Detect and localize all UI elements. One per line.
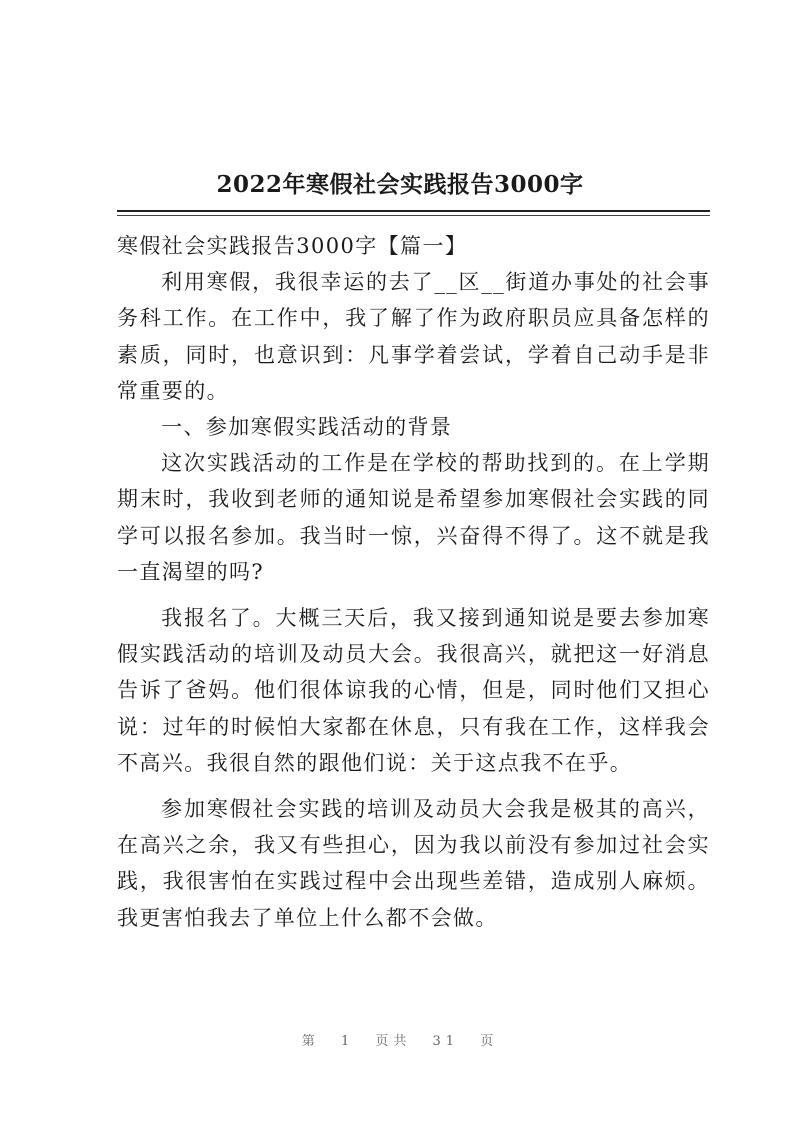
footer-prefix: 第 <box>301 1034 320 1049</box>
paragraph-3: 我报名了。大概三天后，我又接到通知说是要去参加寒假实践活动的培训及动员大会。我很高兴，就把这一好消息告诉了爸妈。他们很体谅我的心情，但是，同时他们又担心说：过年的时候怕大家都在休息，只有我在工作，这样我会不高兴。我很自然的跟他们说：关于这点我不在乎。 <box>117 606 710 775</box>
subheading-background: 一、参加寒假实践活动的背景 <box>161 415 453 440</box>
paragraph-4: 参加寒假社会实践的培训及动员大会我是极其的高兴，在高兴之余，我又有些担心，因为我以前没有参加过社会实践，我很害怕在实践过程中会出现些差错，造成别人麻烦。我更害怕我去了单位上什么都不会做。 <box>117 797 710 930</box>
title-divider-thin <box>117 215 710 216</box>
footer-suffix: 页 <box>480 1034 499 1049</box>
footer-current-page: 1 <box>340 1034 355 1049</box>
paragraph-1: 利用寒假，我很幸运的去了__区__街道办事处的社会事务科工作。在工作中，我了解了作为政府职员应具备怎样的素质，同时，也意识到：凡事学着尝试，学着自己动手是非常重要的。 <box>117 270 710 403</box>
document-title: 2022年寒假社会实践报告3000字 <box>216 171 584 198</box>
section-heading: 寒假社会实践报告3000字【篇一】 <box>117 234 468 258</box>
footer-middle: 页共 <box>375 1034 412 1049</box>
paragraph-2: 这次实践活动的工作是在学校的帮助找到的。在上学期期末时，我收到老师的通知说是希望参加寒假社会实践的同学可以报名参加。我当时一惊，兴奋得不得了。这不就是我一直渴望的吗? <box>117 451 710 584</box>
footer-total-pages: 31 <box>432 1034 460 1049</box>
page-footer <box>0 1030 800 1049</box>
document-body <box>117 228 710 936</box>
title-divider-thick <box>117 210 710 212</box>
